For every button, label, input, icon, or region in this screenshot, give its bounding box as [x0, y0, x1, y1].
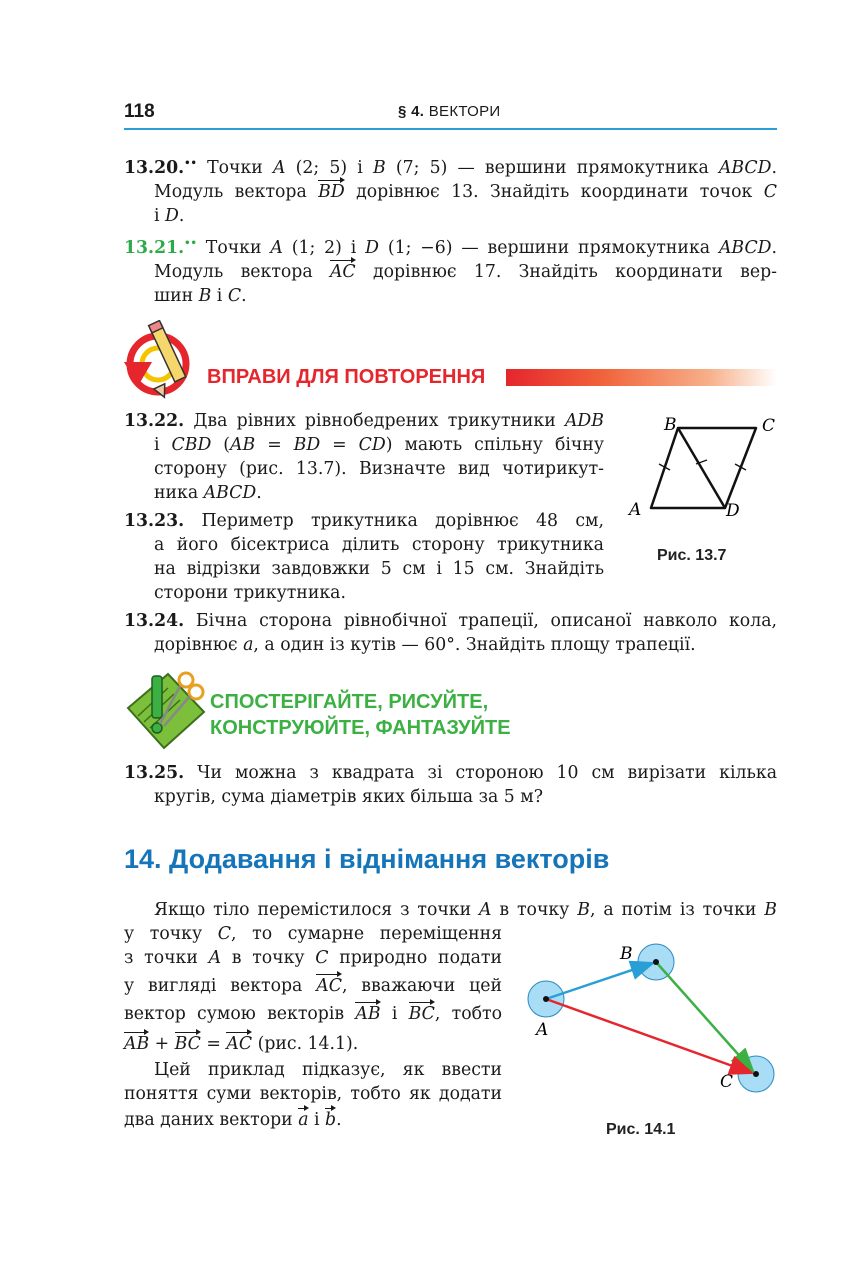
ex-13-23-line-1 [124, 509, 604, 533]
point-b-label: B [620, 944, 633, 964]
exercise-number: 13.24. [124, 611, 185, 631]
section-number: § 4. [398, 103, 425, 120]
text: Два рівних рівнобедрених трикутники [184, 411, 565, 431]
section-title: ВЕКТОРИ [428, 103, 501, 120]
text: Бічна сторона рівнобічної трапеції, описаної навколо кола, [184, 611, 777, 631]
text: в точку [491, 900, 578, 920]
ex-13-21-line-3 [154, 284, 807, 308]
exercise-number: 13.25. [124, 763, 185, 783]
ex-13-23-line-2: а його бісектриса ділить сторону трикутника [154, 535, 604, 555]
para-line-8: поняття суми векторів, тобто як додати [124, 1084, 502, 1104]
para-line-3 [124, 946, 502, 970]
vertex-c-label: C [762, 416, 776, 436]
para-line-2 [124, 922, 502, 946]
ex-13-20-line-3 [154, 204, 807, 228]
page-number: 118 [124, 101, 155, 122]
text: і [154, 206, 166, 226]
text: шин [154, 286, 199, 306]
var: ABCD [718, 237, 772, 258]
ex-13-22-line-3: сторону (рис. 13.7). Визначте вид чотирикут- [154, 459, 604, 479]
var: A [272, 157, 286, 178]
text: Якщо тіло перемістилося з точки [154, 900, 479, 920]
var: a [243, 635, 254, 655]
ex-13-20-line-1 [124, 152, 777, 180]
exercise-number: 13.20. [124, 157, 185, 178]
ex-13-23-line-4: сторони трикутника. [154, 583, 346, 603]
var: B [198, 286, 212, 306]
text: і [380, 1004, 409, 1024]
vector-ac: AC [226, 1034, 253, 1054]
vector-bd: BD [318, 182, 345, 202]
vector-ab-arrow [546, 963, 653, 999]
var: ADB [564, 411, 604, 431]
text: . [771, 237, 778, 258]
exercise-number: 13.23. [124, 511, 185, 531]
equals-sign: = [200, 1034, 227, 1054]
text: і [308, 1110, 326, 1130]
var: CBD [171, 435, 212, 455]
ex-13-21-line-1 [124, 232, 777, 260]
exercise-number: 13.21. [124, 237, 185, 258]
ex-13-21-line-2 [154, 260, 777, 284]
para-line-5 [124, 1002, 502, 1026]
observe-title-line-2: КОНСТРУЮЙТЕ, ФАНТАЗУЙТЕ [210, 717, 511, 739]
text: . [771, 157, 777, 178]
text: (7; 5) — вершини прямокутника [385, 157, 719, 178]
vector-ab: AB [355, 1004, 381, 1024]
ex-13-24-line-1 [124, 609, 777, 633]
vector-bc: BC [174, 1034, 201, 1054]
text: . [256, 483, 262, 503]
pencil-target-icon [122, 320, 202, 400]
ex-13-24-line-2 [154, 633, 807, 657]
text: . [178, 206, 185, 226]
para-line-4 [124, 974, 502, 998]
vector-ac: AC [316, 976, 342, 996]
difficulty-mark: •• [184, 158, 197, 169]
point-c-label: C [720, 1072, 734, 1092]
text: і [211, 286, 228, 306]
text: ника [154, 483, 204, 503]
scissors-ruler-icon [124, 668, 208, 752]
var: B [764, 900, 777, 920]
ex-13-20-line-2 [154, 180, 777, 204]
var: ABCD [203, 483, 257, 503]
vector-ab: AB [124, 1034, 150, 1054]
var: C [217, 924, 232, 944]
vector-bc: BC [408, 1004, 435, 1024]
text: (1; −6) — вершини прямокутника [379, 237, 719, 258]
figure-13-7-caption: Рис. 13.7 [657, 547, 727, 564]
ex-13-22-line-2 [154, 433, 604, 457]
text: дорівнює [154, 635, 244, 655]
text: . [336, 1110, 342, 1130]
text: Точки [196, 237, 271, 258]
text: з точки [124, 948, 209, 968]
text: Модуль вектора [154, 182, 319, 202]
var: B [577, 900, 590, 920]
ex-13-25-line-1 [124, 761, 777, 785]
vector-ac: AC [329, 262, 356, 282]
figure-13-7 [622, 408, 782, 526]
ex-13-23-line-3: на відрізки завдовжки 5 см і 15 см. Знайдіть [154, 559, 604, 579]
exercise-number: 13.22. [124, 411, 185, 431]
text: дорівнює 13. Знайдіть координати точок [344, 182, 764, 202]
equation: AB = BD = CD [230, 435, 386, 455]
para-line-9 [124, 1108, 777, 1132]
point-a-label: A [536, 1020, 549, 1040]
text: Точки [196, 157, 273, 178]
running-header [398, 103, 501, 120]
text: в точку [221, 948, 316, 968]
text: дорівнює 17. Знайдіть координати вер- [355, 262, 777, 282]
vector-a: a [298, 1110, 309, 1130]
review-section-title: ВПРАВИ ДЛЯ ПОВТОРЕННЯ [207, 366, 486, 388]
text: природно подати [328, 948, 502, 968]
text: , то сумарне переміщення [231, 924, 503, 944]
var: A [270, 237, 283, 258]
vertex-a-label: A [629, 500, 642, 520]
text: , а один із кутів — 60°. Знайдіть площу трапеції. [253, 635, 696, 655]
para-line-7: Цей приклад підказує, як ввести [154, 1060, 502, 1080]
plus-sign: + [149, 1034, 175, 1054]
text: . [241, 286, 247, 306]
text: Периметр трикутника дорівнює 48 см, [184, 511, 604, 531]
text: , тобто [434, 1004, 503, 1024]
difficulty-mark: •• [184, 238, 197, 249]
text: (1; 2) і [282, 237, 366, 258]
text: (рис. 14.1). [252, 1034, 359, 1054]
text: два даних вектори [124, 1110, 299, 1130]
text: у вигляді вектора [124, 976, 317, 996]
text: Чи можна з квадрата зі стороною 10 см вирізати кілька [184, 763, 777, 783]
var: ABCD [718, 157, 772, 178]
text: і [154, 435, 172, 455]
var: A [479, 900, 492, 920]
text: , вважаючи цей [341, 976, 502, 996]
text: вектор сумою векторів [124, 1004, 356, 1024]
vertex-d-label: D [726, 501, 740, 521]
vertex-b-label: B [664, 415, 677, 435]
text: у точку [124, 924, 218, 944]
text: ( [211, 435, 231, 455]
var: C [763, 182, 777, 202]
var: C [315, 948, 329, 968]
ex-13-25-line-2: кругів, сума діаметрів яких більша за 5 м? [154, 787, 543, 807]
review-section-bar [506, 369, 777, 386]
var: A [208, 948, 222, 968]
text: ) мають спільну бічну [385, 435, 604, 455]
text: , а потім із точки [589, 900, 765, 920]
text: (2; 5) і [285, 157, 373, 178]
var: C [227, 286, 242, 306]
figure-14-1-caption: Рис. 14.1 [606, 1121, 676, 1138]
observe-title-line-1: СПОСТЕРІГАЙТЕ, РИСУЙТЕ, [210, 691, 489, 713]
var: D [365, 237, 380, 258]
figure-14-1 [510, 935, 790, 1095]
section-14-title: 14. Додавання і віднімання векторів [124, 844, 610, 874]
ex-13-22-line-1 [124, 409, 604, 433]
vector-b: b [325, 1110, 337, 1130]
para-line-1 [154, 898, 777, 922]
text: Модуль вектора [154, 262, 330, 282]
var: D [165, 206, 179, 226]
var: B [372, 157, 386, 178]
header-rule [124, 128, 777, 130]
